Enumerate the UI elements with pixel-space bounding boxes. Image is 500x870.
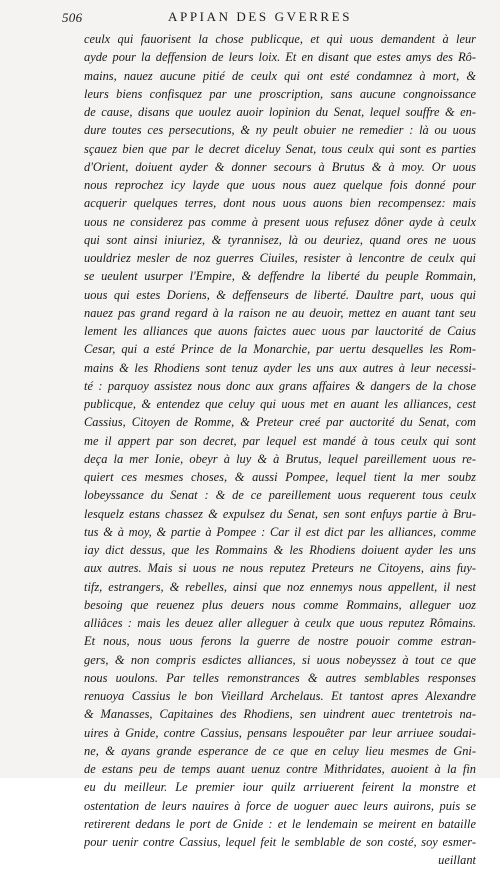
text-line: alliâces : mais les deuez aller alleguer à ceulx que uous reputez Rômains. <box>84 616 476 630</box>
text-line: ostentation de leurs nauires à force de uoguer auec leurs auirons, puis se <box>84 798 476 813</box>
text-line: nous uoulons. Par telles remonstrances & autres semblables responses <box>84 670 476 685</box>
text-line: tifz, estrangers, & rebelles, ainsi que noz ennemys nous appellent, il nest <box>84 579 476 594</box>
text-line: Cassius, Citoyen de Romme, & Preteur creé par auctorité du Senat, com <box>84 415 476 430</box>
text-line: retirerent dedans le port de Gnide : et le lendemain se meirent en bataille <box>84 816 476 831</box>
text-line: de estans peu de temps auant uenuz contre Mithridates, auoient à la fin <box>84 762 476 776</box>
text-line: ueillant <box>438 853 476 868</box>
text-line: ceulx qui fauorisent la chose publicque, et qui uous demandent à leur <box>84 32 476 46</box>
text-line: lesquelz estans chassez & expulsez du Senat, sen sont enfuys partie à Bru- <box>84 506 476 521</box>
text-line: tus & à moy, & partie à Pompee : Car il est dict par les alliances, comme <box>84 524 476 539</box>
text-line: pour uenir contre Cassius, lequel feit le semblable de son costé, soy esmer- <box>84 835 476 849</box>
text-line: leurs biens confisquez par une proscription, sans aucune congnoissance <box>84 86 476 101</box>
body-text <box>84 30 476 870</box>
text-line: quiert ces mesmes choses, & aussi Pompee, lequel tient la mer soubz <box>84 470 476 484</box>
text-line: besoing que reuenez plus deuers nous comme Rommains, alleguer uoz <box>84 597 476 612</box>
text-line: Cesar, qui a esté Prince de la Monarchie, par uertu desquelles les Rom- <box>84 342 476 357</box>
text-line: dure toutes ces persecutions, & ny peult obuier ne remedier : là ou uous <box>84 123 476 138</box>
text-line: eu du meilleur. Le premier iour quilz arriuerent feirent la monstre et <box>84 780 476 795</box>
text-line: de cause, disans que uoulez auoir lopinion du Senat, lequel souffre & en- <box>84 105 476 119</box>
text-line: mains, nauez aucune pitié de ceulx qui ont esté condamnez à mort, & <box>84 68 476 83</box>
text-line: gers, & non compris esdictes alliances, si uous nobeyssez à tout ce que <box>84 652 476 667</box>
page-number: 506 <box>62 10 83 25</box>
text-line: d'Orient, doiuent ayder & donner secours à Brutus & à moy. Or uous <box>84 159 476 174</box>
text-line: uires à Gnide, contre Cassius, pensans lespouêter par leur arriuee soudai- <box>84 725 476 740</box>
text-line: acquerir quelques terres, dont nous uous auons bien recompensez: mais <box>84 196 476 211</box>
text-line: lement les alliances que auons faictes auec uous par lauctorité de Caius <box>84 324 476 338</box>
text-line: lobeyssance du Senat : & de ce pareillement uous requerent tous ceulx <box>84 488 476 503</box>
text-line: nous reprochez icy layde que uous nous auez quelque fois donné pour <box>84 178 476 192</box>
text-line: qui sont ainsi iniuriez, & tyrannisez, là ou deuriez, quand ores ne uous <box>84 232 476 247</box>
running-head: APPIAN DES GVERRES <box>168 9 353 24</box>
text-line: mains & les Rhodiens sont tenuz ayder les uns aux autres à leur necessi- <box>84 360 476 375</box>
text-line: ne, & ayans grande esperance de ce que en celuy lieu mesmes de Gni- <box>84 743 476 758</box>
text-line: uouldriez mesler de noz guerres Ciuiles, resister à lencontre de ceulx qui <box>84 251 476 265</box>
text-line: nauez pas grand regard à la raison ne au deuoir, mettez en auant tant seu <box>84 305 476 320</box>
text-line: deça la mer Ionie, obeyr à luy & à Brutus, lequel pareillement uous re- <box>84 451 476 466</box>
text-line: uous qui estes Doriens, & deffenseurs de liberté. Daultre part, uous qui <box>84 287 476 302</box>
text-line: iay dict dessus, que les Rommains & les Rhodiens doiuent ayder les uns <box>84 543 476 557</box>
text-line: aux autres. Mais si uous ne nous reputez Preteurs ne Citoyens, ains fuy- <box>84 561 476 576</box>
text-line: uous ne considerez pas comme à present uous refusez dôner ayde à ceulx <box>84 214 476 229</box>
text-line: ayde pour la deffension de leurs loix. Et en disant que estes amys des Rô- <box>84 50 476 65</box>
page-header <box>0 6 500 28</box>
text-line: me il appert par son decret, par lequel est mandé à tous ceulx qui sont <box>84 433 476 448</box>
text-line: renuoya Cassius le bon Vieillard Archelaus. Et tantost apres Alexandre <box>84 689 476 703</box>
text-line: publicque, & entendez que celuy qui uous met en auant les alliances, cest <box>84 397 476 411</box>
text-line: sçauez bien que par le decret diceluy Senat, tous ceulx qui sont es parties <box>84 141 476 156</box>
text-line: Et nous, nous uous ferons la guerre de nostre pouoir comme estran- <box>84 634 476 649</box>
text-line: té : parquoy assistez nous donc aux grans affaires & dangers de la chose <box>84 378 476 393</box>
text-line: & Manasses, Capitaines des Rhodiens, sen uindrent auec trentetrois na- <box>84 707 476 722</box>
text-line: se ueulent usurper l'Empire, & deffendre la liberté du peuple Rommain, <box>84 269 476 284</box>
